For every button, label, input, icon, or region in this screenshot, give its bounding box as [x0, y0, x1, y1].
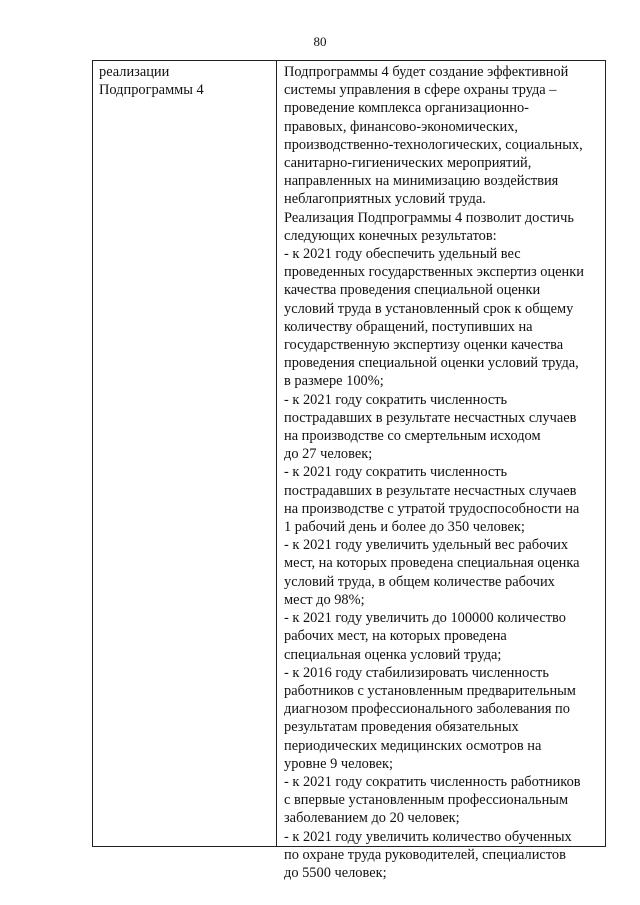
- text-line: проведение комплекса организационно-: [284, 100, 529, 117]
- text-line: пострадавших в результате несчастных случаев: [284, 409, 577, 426]
- text-line: - к 2021 году сократить численность: [284, 391, 508, 408]
- text-line: диагнозом профессионального заболевания по: [284, 701, 570, 718]
- text-line: до 27 человек;: [284, 446, 373, 463]
- text-line: системы управления в сфере охраны труда –: [284, 82, 557, 99]
- text-line: - к 2016 году стабилизировать численность: [284, 664, 549, 681]
- text-line: результатам проведения обязательных: [284, 719, 519, 736]
- text-line: уровне 9 человек;: [284, 755, 393, 772]
- text-line: пострадавших в результате несчастных случаев: [284, 482, 577, 499]
- text-line: условий труда в установленный срок к общему: [284, 300, 574, 317]
- text-line: - к 2021 году увеличить удельный вес рабочих: [284, 537, 569, 554]
- label-line: реализации: [99, 64, 170, 80]
- text-line: Реализация Подпрограммы 4 позволит достичь: [284, 209, 574, 226]
- text-line: мест до 98%;: [284, 591, 365, 608]
- text-line: правовых, финансово-экономических,: [284, 118, 519, 135]
- table-cell-content: [277, 61, 605, 881]
- text-line: мест, на которых проведена специальная оценка: [284, 555, 580, 572]
- text-line: на производстве со смертельным исходом: [284, 428, 541, 445]
- text-line: с впервые установленным профессиональным: [284, 792, 569, 809]
- text-line: - к 2021 году обеспечить удельный вес: [284, 246, 521, 263]
- text-line: количеству обращений, поступивших на: [284, 318, 533, 335]
- page-number: 80: [313, 34, 327, 49]
- text-line: - к 2021 году сократить численность работников: [284, 773, 581, 790]
- text-line: - к 2021 году сократить численность: [284, 464, 508, 481]
- text-line: неблагоприятных условий труда.: [284, 191, 486, 208]
- text-line: качества проведения специальной оценки: [284, 282, 541, 299]
- text-line: в размере 100%;: [284, 373, 384, 390]
- text-line: - к 2021 году увеличить количество обученных: [284, 828, 572, 845]
- table-cell-label: [93, 61, 277, 846]
- label-line: Подпрограммы 4: [99, 82, 204, 99]
- text-line: Подпрограммы 4 будет создание эффективной: [284, 64, 569, 80]
- text-line: периодических медицинских осмотров на: [284, 737, 542, 754]
- text-line: рабочих мест, на которых проведена: [284, 628, 507, 645]
- text-line: до 5500 человек;: [284, 864, 387, 881]
- text-line: на производстве с утратой трудоспособности на: [284, 500, 580, 517]
- text-line: государственную экспертизу оценки качества: [284, 337, 564, 354]
- text-line: направленных на минимизацию воздействия: [284, 173, 559, 190]
- text-line: специальная оценка условий труда;: [284, 646, 502, 663]
- text-line: - к 2021 году увеличить до 100000 количество: [284, 610, 566, 627]
- text-line: проведенных государственных экспертиз оценки: [284, 264, 584, 281]
- document-table: [92, 60, 606, 881]
- text-line: условий труда, в общем количестве рабочих: [284, 573, 555, 590]
- text-line: 1 рабочий день и более до 350 человек;: [284, 519, 525, 536]
- text-line: работников с установленным предварительным: [284, 682, 576, 699]
- text-line: проведения специальной оценки условий труда,: [284, 355, 579, 372]
- text-line: санитарно-гигиенических мероприятий,: [284, 155, 532, 172]
- text-line: производственно-технологических, социальных,: [284, 136, 583, 153]
- text-line: заболеванием до 20 человек;: [284, 810, 460, 827]
- text-line: по охране труда руководителей, специалистов: [284, 846, 566, 863]
- text-line: следующих конечных результатов:: [284, 227, 497, 244]
